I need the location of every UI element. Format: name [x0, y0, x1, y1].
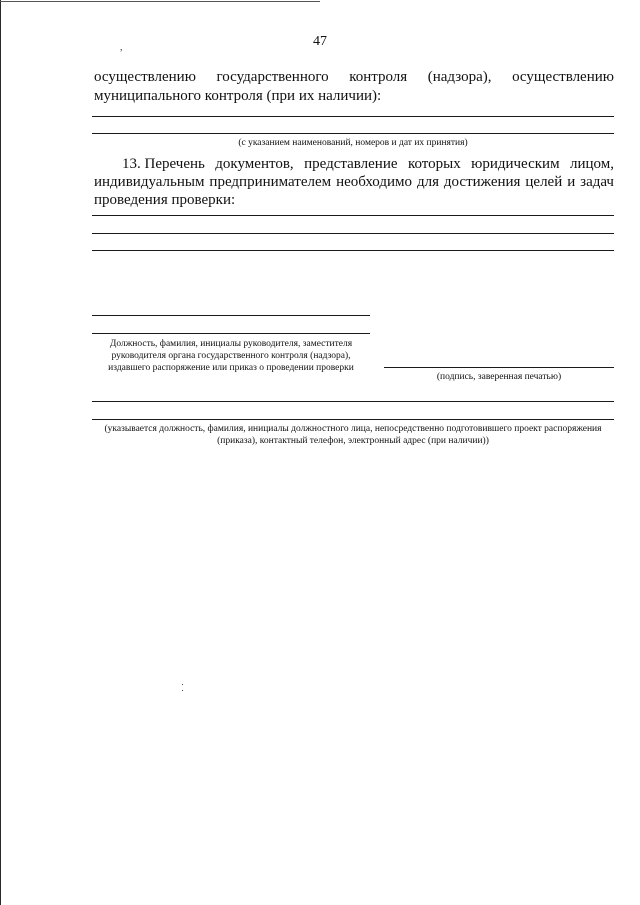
scan-speck [182, 690, 183, 691]
clause-13-word: для [416, 174, 439, 190]
documents-fill-line-3 [92, 250, 614, 251]
signature-caption: (подпись, заверенная печатью) [436, 372, 562, 382]
clause-intro-word: государственного [216, 69, 329, 85]
scan-speck [182, 684, 183, 685]
clause-13-word: предпринимателем [209, 174, 332, 190]
signatory-fill-line-2 [92, 333, 370, 334]
clause-13-word: документов, [215, 156, 294, 172]
clause-13-line-3: проведения проверки: [94, 192, 236, 208]
clause-13-word: 13. Перечень [122, 156, 205, 172]
clause-13-line-2 [94, 173, 614, 191]
clause-13-line-1 [122, 155, 614, 173]
clause-13-word: задач [580, 174, 614, 190]
documents-fill-line-1 [92, 215, 614, 216]
signature-line [384, 367, 614, 368]
clause-13-word: которых [407, 156, 461, 172]
clause-13-word: юридическим [471, 156, 560, 172]
clause-13-word: представление [304, 156, 398, 172]
preparer-caption-line: (указывается должность, фамилия, инициалы должностного лица, непосредственно подготовившего проект распоряжения [104, 424, 602, 434]
clause-13-word: лицом, [569, 156, 614, 172]
page-number: 47 [313, 34, 327, 49]
signatory-caption [92, 338, 370, 374]
preparer-fill-line-2 [92, 419, 614, 420]
documents-fill-line-2 [92, 233, 614, 234]
stray-mark: , [120, 42, 123, 53]
signatory-caption-line: издавшего распоряжение или приказ о проведении проверки [108, 363, 354, 373]
acts-fill-line-2 [92, 133, 614, 134]
acts-fill-line-1 [92, 116, 614, 117]
clause-intro-word: (надзора), [427, 69, 492, 85]
clause-intro-line-2: муниципального контроля (при их наличии): [94, 88, 382, 104]
preparer-fill-line-1 [92, 401, 614, 402]
clause-13-word: целей [525, 174, 563, 190]
signatory-fill-line-1 [92, 315, 370, 316]
clause-intro-word: осуществлению [94, 69, 196, 85]
clause-intro-word: осуществлению [512, 69, 614, 85]
clause-intro-word: контроля [349, 69, 408, 85]
acts-caption: (с указанием наименований, номеров и дат их принятия) [238, 138, 468, 148]
preparer-caption-line: (приказа), контактный телефон, электронный адрес (при наличии)) [217, 436, 489, 446]
clause-intro-line-1 [94, 68, 614, 86]
preparer-caption [92, 423, 614, 447]
clause-13-word: и [567, 174, 576, 190]
clause-13-word: достижения [443, 174, 521, 190]
signatory-caption-line: Должность, фамилия, инициалы руководителя, заместителя [109, 339, 353, 349]
signatory-caption-line: руководителя органа государственного контроля (надзора), [111, 351, 351, 361]
clause-13-word: необходимо [336, 174, 413, 190]
scan-top-edge [0, 1, 320, 2]
scan-left-edge [0, 0, 1, 905]
clause-13-word: индивидуальным [94, 174, 205, 190]
